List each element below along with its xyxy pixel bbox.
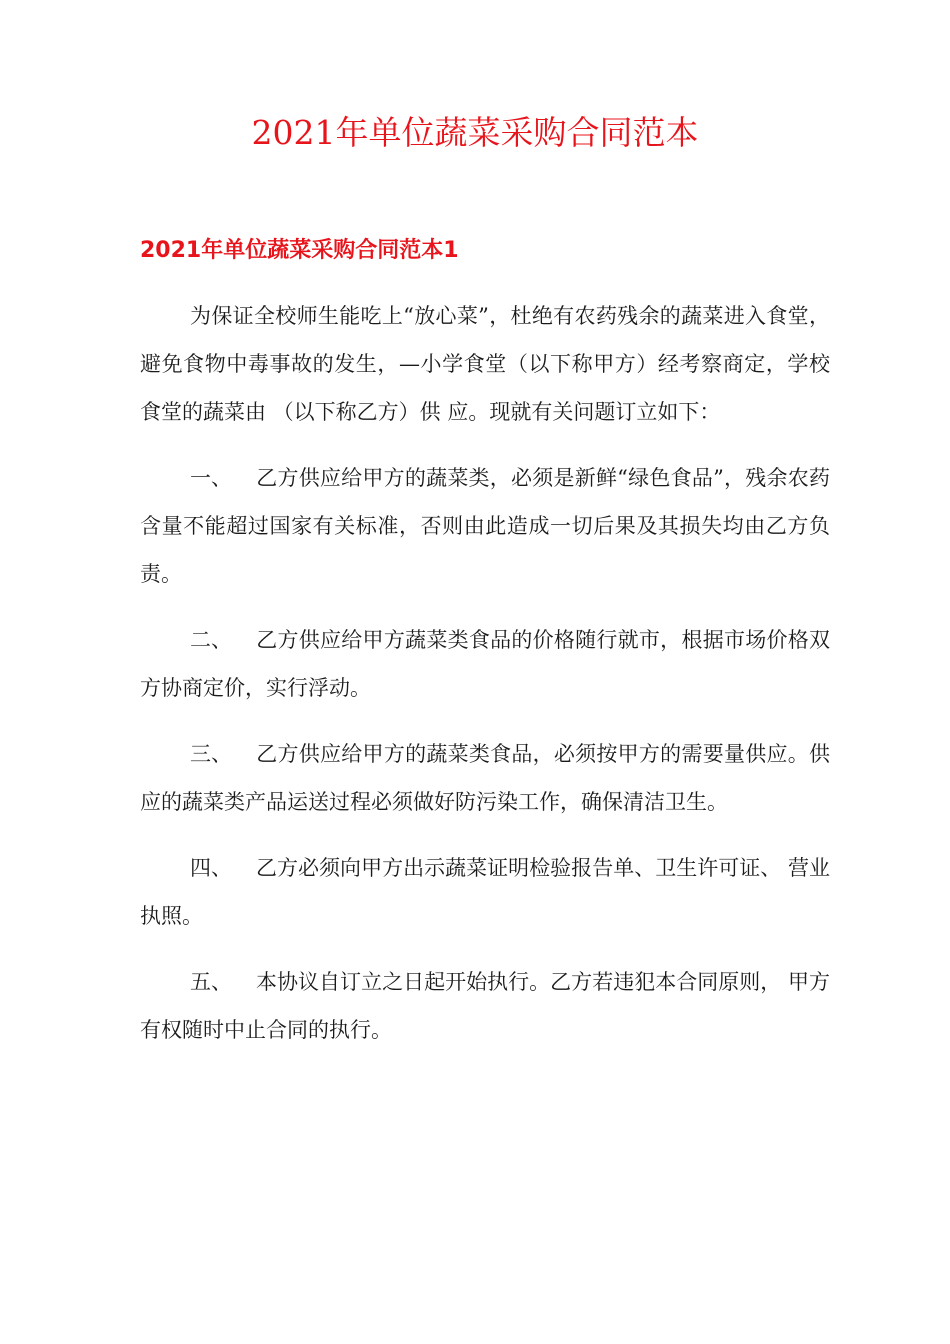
clause-text: 乙方供应给甲方蔬菜类食品的价格随行就市，根据市场价格双方协商定价，实行浮动。: [140, 628, 830, 700]
clause-number: 四、: [190, 856, 232, 880]
clause-number: 二、: [190, 628, 232, 652]
document-body: [140, 292, 830, 1072]
clause-paragraph: [140, 730, 830, 826]
clause-paragraph: [140, 616, 830, 712]
clause-number: 一、: [190, 466, 232, 490]
clause-text: 本协议自订立之日起开始执行。乙方若违犯本合同原则， 甲方有权随时中止合同的执行。: [140, 970, 830, 1042]
clause-text: 乙方供应给甲方的蔬菜类，必须是新鲜“绿色食品”，残余农药含量不能超过国家有关标准，否则由此造成一切后果及其损失均由乙方负责。: [140, 466, 830, 586]
intro-paragraph: 为保证全校师生能吃上“放心菜”，杜绝有农药残余的蔬菜进入食堂，避免食物中毒事故的发生，—小学食堂（以下称甲方）经考察商定，学校食堂的蔬菜由 （以下称乙方）供 应。现就有关问题订立如下：: [140, 304, 830, 424]
clause-paragraph: [140, 958, 830, 1054]
clause-text: 乙方供应给甲方的蔬菜类食品，必须按甲方的需要量供应。供应的蔬菜类产品运送过程必须做好防污染工作，确保清洁卫生。: [140, 742, 830, 814]
clause-number: 五、: [190, 970, 232, 994]
clause-text: 乙方必须向甲方出示蔬菜证明检验报告单、卫生许可证、 营业执照。: [140, 856, 830, 928]
section-heading: 2021年单位蔬菜采购合同范本1: [140, 238, 459, 263]
document-title: 2021年单位蔬菜采购合同范本: [251, 113, 699, 152]
clause-number: 三、: [190, 742, 232, 766]
clause-paragraph: [140, 454, 830, 598]
clause-paragraph: [140, 844, 830, 940]
